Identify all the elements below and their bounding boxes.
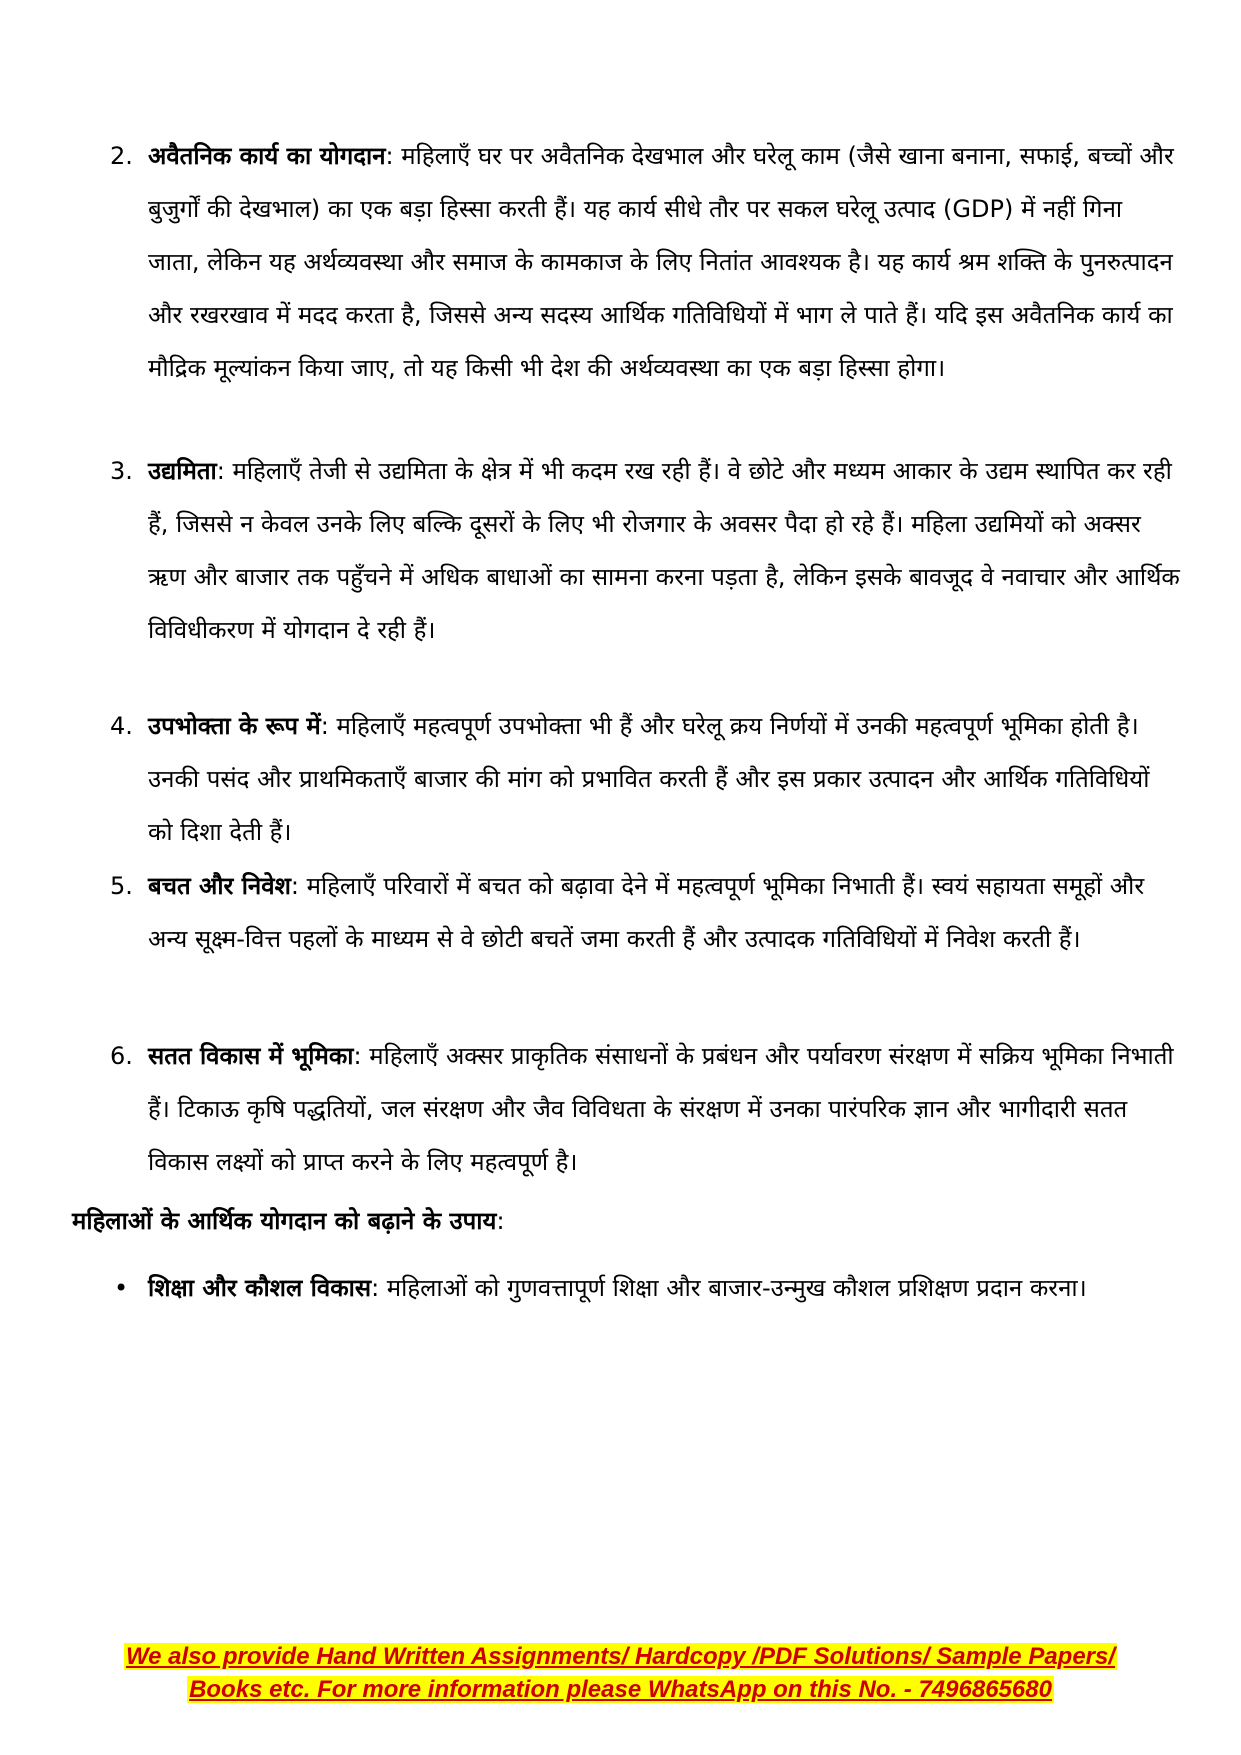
list-item-text: : महिलाएँ घर पर अवैतनिक देखभाल और घरेलू काम (जैसे खाना बनाना, सफाई, बच्चों और बुजुर्गों की देखभाल) का एक बड़ा हिस्सा करती हैं। यह कार्य सीधे तौर पर सकल घरेलू उत्पाद (GDP) में नहीं गिना जाता, लेकिन यह अर्थव्यवस्था और समाज के कामकाज के लिए नितांत आवश्यक है। यह कार्य श्रम शक्ति के पुनरुत्पादन और रखरखाव में मदद करता है, जिससे अन्य सदस्य आर्थिक गतिविधियों में भाग ले पाते हैं। यदि इस अवैतनिक कार्य का मौद्रिक मूल्यांकन किया जाए, तो यह किसी भी देश की अर्थव्यवस्था का एक बड़ा हिस्सा होगा। xyxy=(148,142,1174,382)
list-item-text: : महिलाएँ महत्वपूर्ण उपभोक्ता भी हैं और घरेलू क्रय निर्णयों में उनकी महत्वपूर्ण भूमिका होती है। उनकी पसंद और प्राथमिकताएँ बाजार की मांग को प्रभावित करती हैं और इस प्रकार उत्पादन और आर्थिक गतिविधियों को दिशा देती हैं। xyxy=(148,712,1150,846)
list-item-term: अवैतनिक कार्य का योगदान xyxy=(148,142,386,170)
list-item-body xyxy=(148,130,1180,395)
bullet-item-body xyxy=(148,1262,1180,1315)
list-item-5 xyxy=(100,860,1180,966)
footer-line-2: Books etc. For more information please WhatsApp on this No. - 7496865680 xyxy=(189,1676,1052,1703)
list-item-6 xyxy=(100,1030,1180,1189)
list-item-body xyxy=(148,700,1180,859)
bullet-item-term: शिक्षा और कौशल विकास xyxy=(148,1274,372,1302)
bullet-item-text: : महिलाओं को गुणवत्तापूर्ण शिक्षा और बाजार-उन्मुख कौशल प्रशिक्षण प्रदान करना। xyxy=(371,1274,1087,1302)
list-number: 2. xyxy=(110,142,133,170)
list-number: 3. xyxy=(110,457,133,485)
list-item-text: : महिलाएँ अक्सर प्राकृतिक संसाधनों के प्रबंधन और पर्यावरण संरक्षण में सक्रिय भूमिका निभाती हैं। टिकाऊ कृषि पद्धतियों, जल संरक्षण और जैव विविधता के संरक्षण में उनका पारंपरिक ज्ञान और भागीदारी सतत विकास लक्ष्यों को प्राप्त करने के लिए महत्वपूर्ण है। xyxy=(148,1042,1174,1176)
section-heading-colon: : xyxy=(496,1207,505,1235)
list-number: 6. xyxy=(110,1042,133,1070)
list-item-body xyxy=(148,445,1180,657)
list-item-body xyxy=(148,1030,1180,1189)
list-item-2 xyxy=(100,130,1180,395)
list-item-term: उद्यमिता xyxy=(148,457,217,485)
bullet-item xyxy=(100,1262,1180,1315)
list-item-term: बचत और निवेश xyxy=(148,872,291,900)
list-item-text: : महिलाएँ परिवारों में बचत को बढ़ावा देने में महत्वपूर्ण भूमिका निभाती हैं। स्वयं सहायता समूहों और अन्य सूक्ष्म-वित्त पहलों के माध्यम से वे छोटी बचतें जमा करती हैं और उत्पादक गतिविधियों में निवेश करती हैं। xyxy=(148,872,1145,953)
list-number: 5. xyxy=(110,872,133,900)
section-heading xyxy=(72,1195,1172,1248)
footer-notice xyxy=(60,1640,1181,1706)
list-number: 4. xyxy=(110,712,133,740)
footer-line-1: We also provide Hand Written Assignments/ Hardcopy /PDF Solutions/ Sample Papers/ xyxy=(125,1643,1116,1670)
list-item-term: सतत विकास में भूमिका xyxy=(148,1042,354,1070)
list-item-4 xyxy=(100,700,1180,859)
bullet-marker: • xyxy=(114,1274,129,1302)
section-heading-text: महिलाओं के आर्थिक योगदान को बढ़ाने के उपाय xyxy=(72,1207,497,1235)
list-item-term: उपभोक्ता के रूप में xyxy=(148,712,321,740)
list-item-text: : महिलाएँ तेजी से उद्यमिता के क्षेत्र में भी कदम रख रही हैं। वे छोटे और मध्यम आकार के उद्यम स्थापित कर रही हैं, जिससे न केवल उनके लिए बल्कि दूसरों के लिए भी रोजगार के अवसर पैदा हो रहे हैं। महिला उद्यमियों को अक्सर ऋण और बाजार तक पहुँचने में अधिक बाधाओं का सामना करना पड़ता है, लेकिन इसके बावजूद वे नवाचार और आर्थिक विविधीकरण में योगदान दे रही हैं। xyxy=(148,457,1180,644)
list-item-body xyxy=(148,860,1180,966)
list-item-3 xyxy=(100,445,1180,657)
